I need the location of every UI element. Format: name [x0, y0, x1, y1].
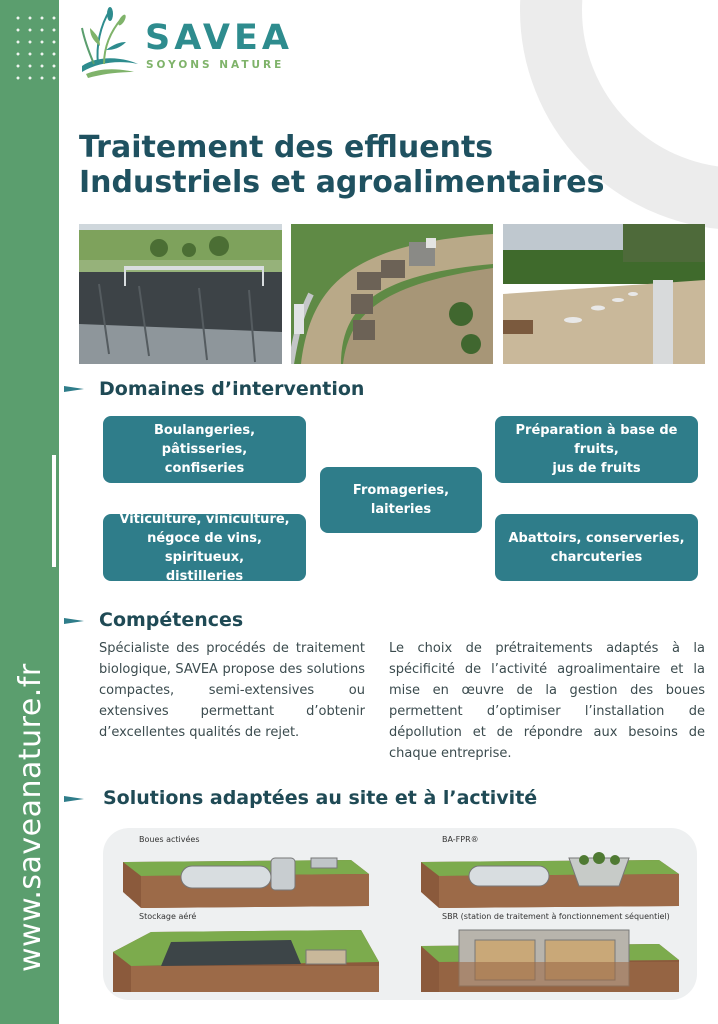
solution-label-sbr: SBR (station de traitement à fonctionnement séquentiel): [442, 912, 670, 921]
ba-fpr-diagram: [419, 846, 681, 908]
logo: [76, 6, 316, 81]
section-heading-competences: Compétences: [99, 609, 244, 631]
sbr-diagram: [419, 922, 681, 994]
domain-line: Boulangeries, pâtisseries,: [153, 423, 256, 457]
solution-label-boues-activees: Boues activées: [139, 835, 200, 844]
domain-box-fruits: [495, 416, 698, 483]
section-heading-domaines: Domaines d’intervention: [99, 378, 365, 400]
title-line-1: Traitement des effluents: [79, 130, 494, 165]
domain-box-fromageries: [320, 467, 482, 533]
side-band: [0, 0, 59, 1024]
arrow-right-icon: [64, 794, 84, 804]
lined-basin-photo: [79, 224, 282, 364]
domain-line: Préparation à base de fruits,: [515, 423, 678, 457]
domain-line: charcuteries: [550, 549, 643, 565]
brand-name: SAVEA: [145, 18, 294, 58]
domain-line: Abattoirs, conserveries,: [508, 530, 685, 546]
title-line-2: Industriels et agroalimentaires: [79, 165, 605, 200]
domain-line: jus de fruits: [552, 461, 641, 476]
domain-line: négoce de vins, spiritueux,: [147, 530, 262, 565]
website-url[interactable]: www.saveanature.fr: [13, 663, 48, 972]
reed-bed-aerial-photo: [291, 224, 493, 364]
stockage-aere-diagram: [111, 922, 381, 994]
domain-box-boulangeries: [103, 416, 306, 483]
domain-line: distilleries: [165, 568, 244, 584]
solutions-panel: [103, 828, 697, 1000]
dot-pattern: [12, 12, 56, 82]
gravel-filter-photo: [503, 224, 705, 364]
solution-label-ba-fpr: BA-FPR®: [442, 835, 479, 844]
arrow-right-icon: [64, 616, 84, 626]
reed-leaf-icon: [76, 6, 140, 78]
domain-line: confiseries: [164, 461, 245, 476]
domain-line: Viticulture, viniculture,: [119, 511, 290, 527]
competences-right-text: Le choix de prétraitements adaptés à la spécificité de l’activité agroalimentaire et la mise en œuvre de la gestion des boues permettent d’optimiser l’installation de dépollution et de répondre aux besoins de chaque entreprise.: [389, 641, 705, 761]
boues-activees-diagram: [121, 846, 371, 908]
page-title: [79, 130, 604, 200]
competences-left-text: Spécialiste des procédés de traitement biologique, SAVEA propose des solutions compactes, semi-extensives ou extensives permettant d’obtenir d’excellentes qualités de rejet.: [99, 641, 365, 740]
brand-tagline: SOYONS NATURE: [146, 59, 285, 71]
solution-label-stockage-aere: Stockage aéré: [139, 912, 197, 921]
domain-line: Fromageries, laiteries: [352, 483, 450, 517]
arrow-right-icon: [64, 384, 84, 394]
domain-box-abattoirs: [495, 514, 698, 581]
domain-box-viticulture: [103, 511, 306, 584]
side-accent-bar: [52, 455, 56, 567]
section-heading-solutions: Solutions adaptées au site et à l’activité: [103, 787, 538, 809]
